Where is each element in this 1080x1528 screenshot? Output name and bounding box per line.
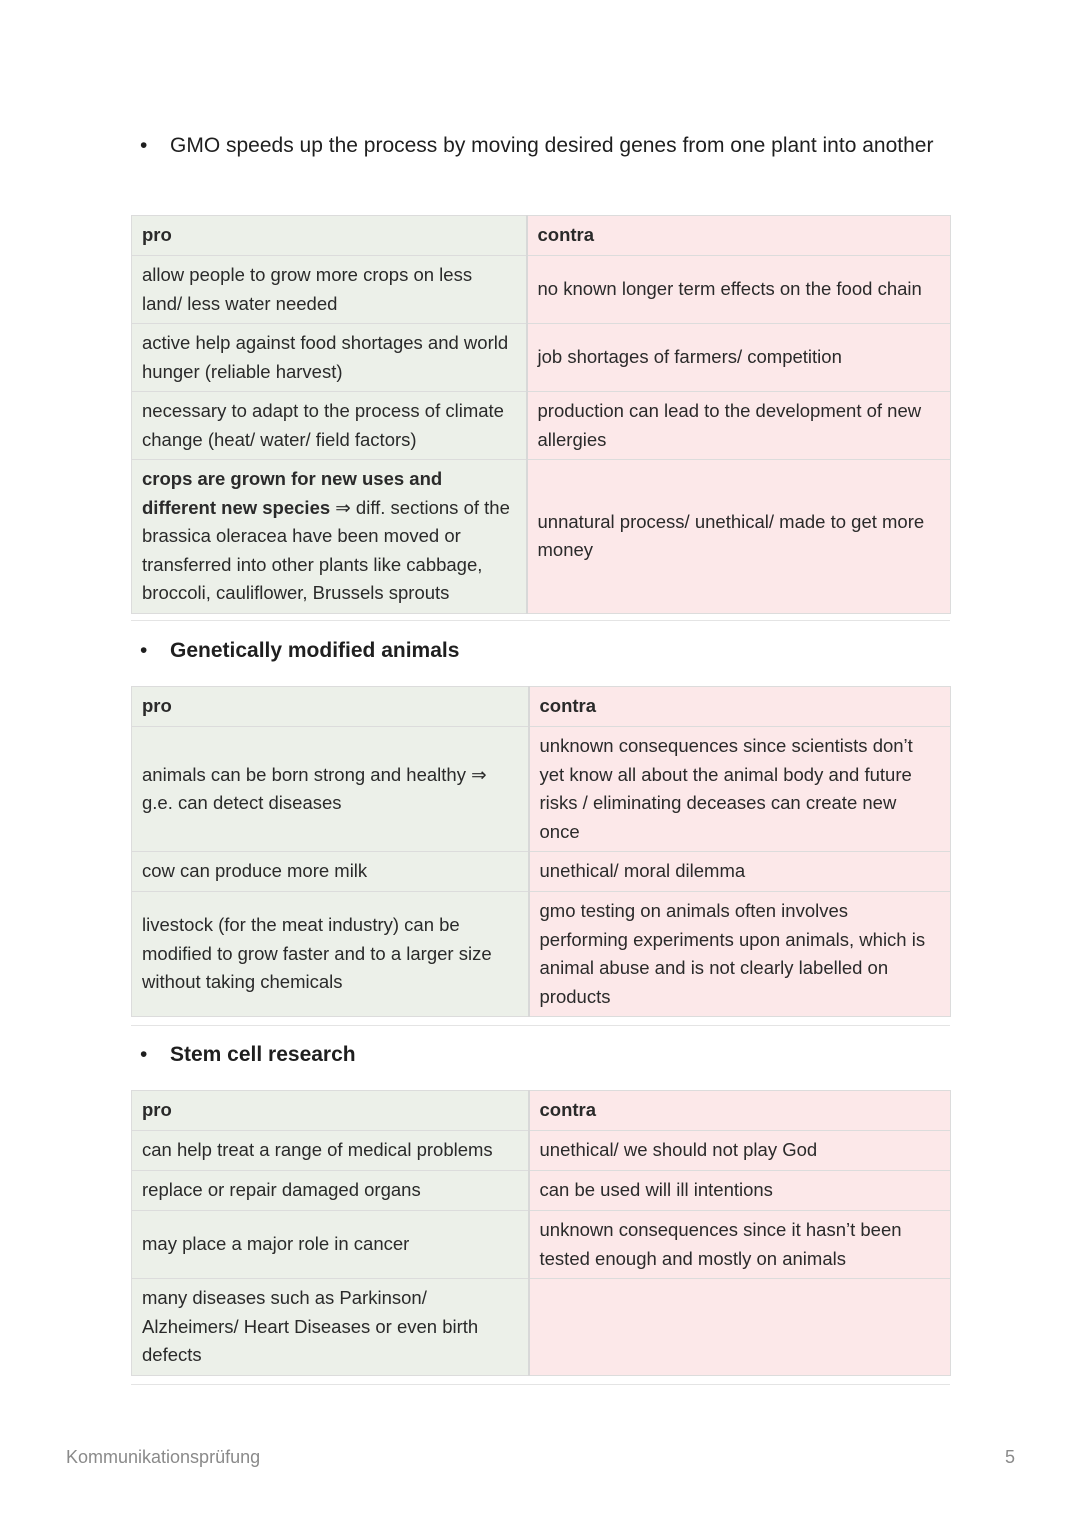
pro-cell: necessary to adapt to the process of climate change (heat/ water/ field factors) bbox=[132, 392, 527, 460]
table-row bbox=[132, 727, 951, 852]
table-row bbox=[132, 324, 951, 392]
bullet-text: GMO speeds up the process by moving desired genes from one plant into another bbox=[170, 134, 934, 157]
section-divider bbox=[131, 620, 950, 621]
bullet-dot: • bbox=[140, 134, 148, 157]
table-header-row bbox=[132, 687, 951, 727]
pro-header: pro bbox=[132, 216, 527, 256]
pro-cell: many diseases such as Parkinson/ Alzheimers/ Heart Diseases or even birth defects bbox=[132, 1279, 529, 1376]
pro-header: pro bbox=[132, 687, 529, 727]
contra-cell: unnatural process/ unethical/ made to get more money bbox=[527, 460, 951, 614]
contra-cell: unknown consequences since scientists don’t yet know all about the animal body and future risks / eliminating deceases can create new once bbox=[529, 727, 951, 852]
pro-cell: animals can be born strong and healthy ⇒ g.e. can detect diseases bbox=[132, 727, 529, 852]
pro-cell: may place a major role in cancer bbox=[132, 1211, 529, 1279]
contra-cell: can be used will ill intentions bbox=[529, 1171, 951, 1211]
section-divider bbox=[131, 1025, 950, 1026]
page-number: 5 bbox=[1004, 1447, 1015, 1467]
bullet-animals-heading bbox=[140, 634, 940, 667]
contra-cell: job shortages of farmers/ competition bbox=[527, 324, 951, 392]
pro-cell: can help treat a range of medical problems bbox=[132, 1131, 529, 1171]
table-header-row bbox=[132, 1091, 951, 1131]
table-row bbox=[132, 1171, 951, 1211]
contra-cell: no known longer term effects on the food chain bbox=[527, 256, 951, 324]
section-divider bbox=[131, 1384, 950, 1385]
table-row bbox=[132, 1131, 951, 1171]
pro-cell: replace or repair damaged organs bbox=[132, 1171, 529, 1211]
table-row bbox=[132, 1279, 951, 1376]
table-row bbox=[132, 392, 951, 460]
table-header-row bbox=[132, 216, 951, 256]
contra-cell bbox=[529, 1279, 951, 1376]
contra-cell: production can lead to the development of new allergies bbox=[527, 392, 951, 460]
contra-cell: unethical/ moral dilemma bbox=[529, 852, 951, 892]
bullet-dot: • bbox=[140, 1043, 148, 1066]
bullet-dot: • bbox=[140, 639, 148, 662]
footer-title: Kommunikationsprüfung bbox=[66, 1447, 261, 1467]
contra-cell: unknown consequences since it hasn’t been tested enough and mostly on animals bbox=[529, 1211, 951, 1279]
contra-cell: unethical/ we should not play God bbox=[529, 1131, 951, 1171]
stem-cell-pro-contra-table bbox=[131, 1090, 951, 1376]
table-row bbox=[132, 1211, 951, 1279]
section-heading: Genetically modified animals bbox=[170, 639, 460, 662]
pro-header: pro bbox=[132, 1091, 529, 1131]
contra-header: contra bbox=[527, 216, 951, 256]
pro-cell bbox=[132, 460, 527, 614]
table-row bbox=[132, 852, 951, 892]
table-row bbox=[132, 460, 951, 614]
contra-header: contra bbox=[529, 687, 951, 727]
plants-pro-contra-table bbox=[131, 215, 951, 614]
pro-cell-bold: crops are grown for new uses and different new species bbox=[142, 468, 443, 518]
bullet-gmo-speed bbox=[140, 129, 940, 162]
section-heading: Stem cell research bbox=[170, 1043, 356, 1066]
table-row bbox=[132, 892, 951, 1017]
pro-cell-rest: ⇒ diff. sections of the brassica oleracea have been moved or transferred into other plants like cabbage, broccoli, cauliflower, Brussels sprouts bbox=[142, 496, 510, 603]
bullet-stem-heading bbox=[140, 1038, 940, 1071]
animals-pro-contra-table bbox=[131, 686, 951, 1017]
table-row bbox=[132, 256, 951, 324]
pro-cell: allow people to grow more crops on less land/ less water needed bbox=[132, 256, 527, 324]
contra-cell: gmo testing on animals often involves performing experiments upon animals, which is animal abuse and is not clearly labelled on products bbox=[529, 892, 951, 1017]
contra-header: contra bbox=[529, 1091, 951, 1131]
pro-cell: livestock (for the meat industry) can be modified to grow faster and to a larger size without taking chemicals bbox=[132, 892, 529, 1017]
pro-cell: active help against food shortages and world hunger (reliable harvest) bbox=[132, 324, 527, 392]
pro-cell: cow can produce more milk bbox=[132, 852, 529, 892]
